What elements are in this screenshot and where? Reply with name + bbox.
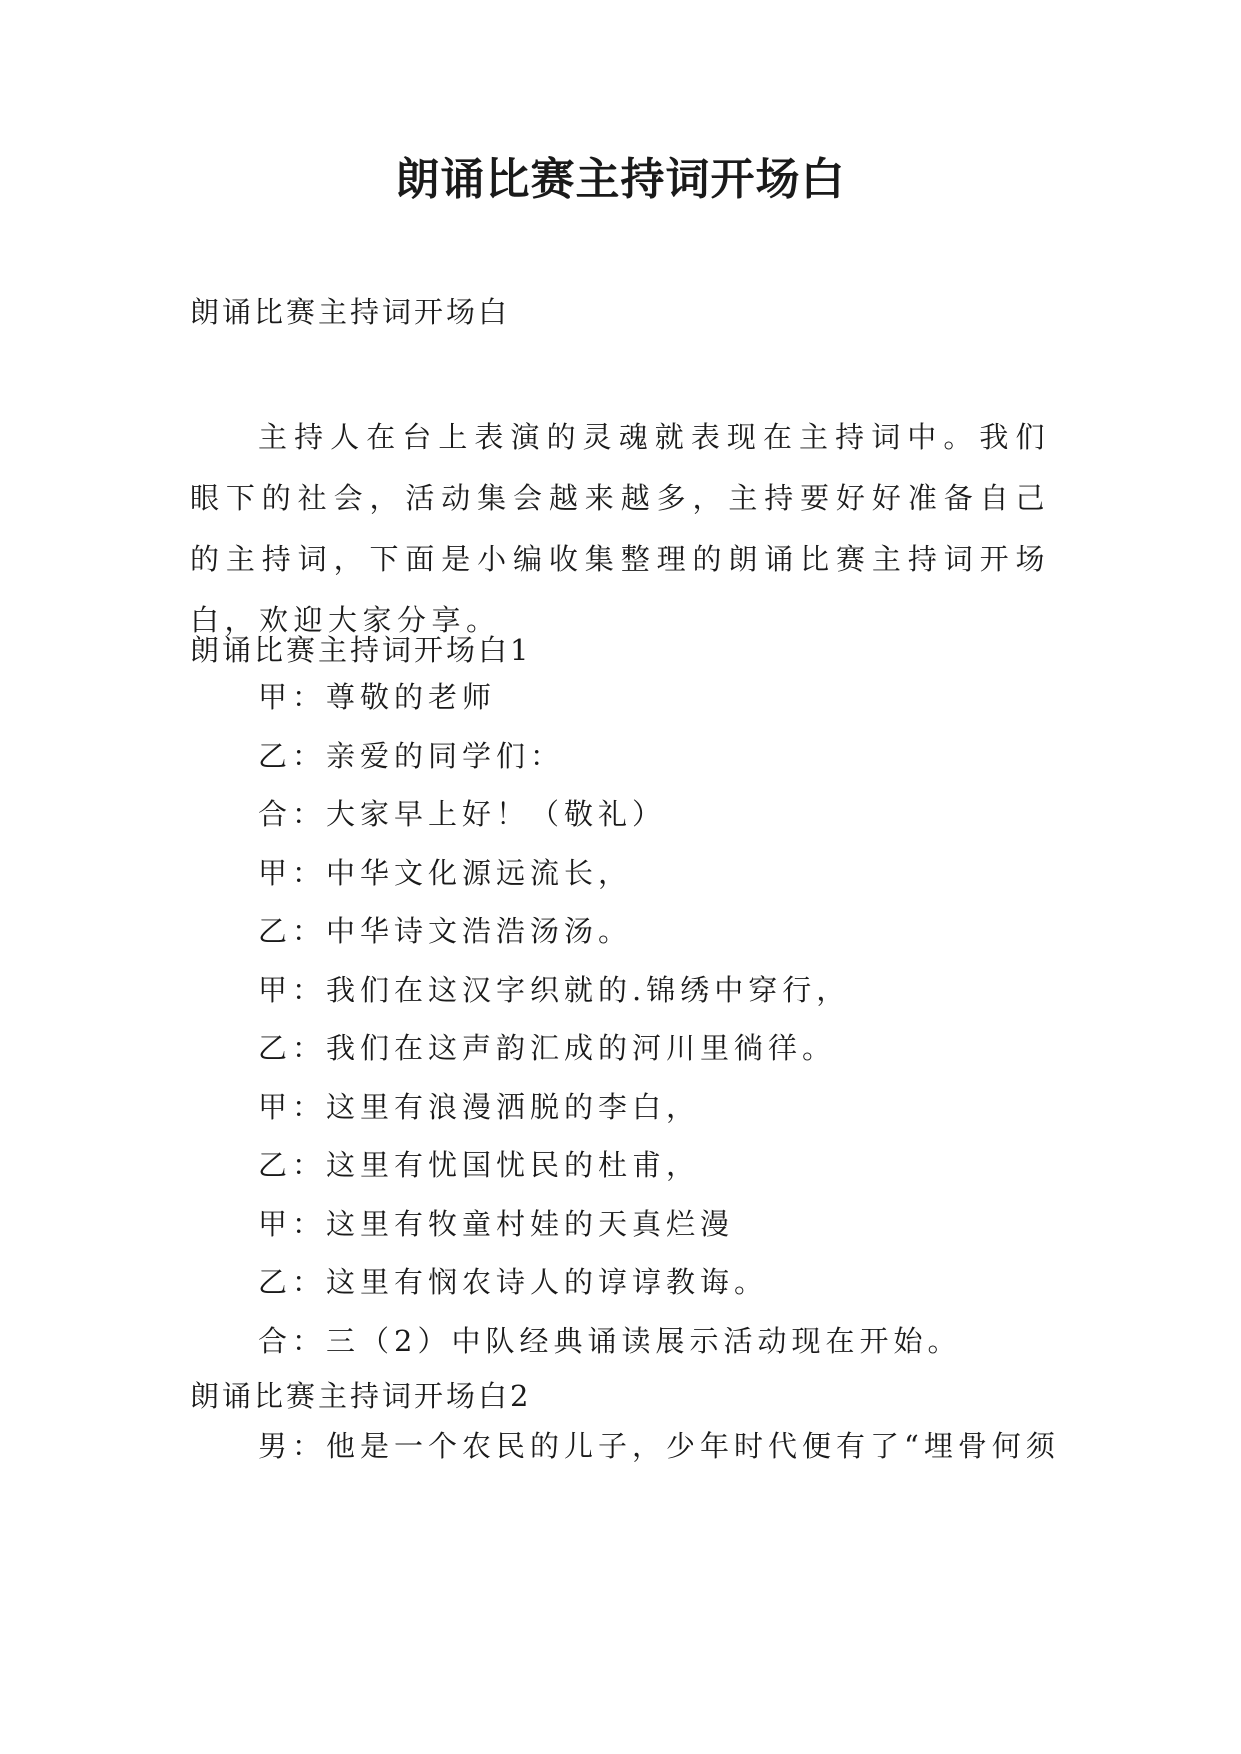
dialog-line: 乙：这里有忧国忧民的杜甫， bbox=[258, 1148, 701, 1182]
section-heading-1: 朗诵比赛主持词开场白1 bbox=[190, 633, 532, 667]
dialog-line: 乙：这里有悯农诗人的谆谆教诲。 bbox=[258, 1265, 769, 1299]
dialog-line: 乙：中华诗文浩浩汤汤。 bbox=[258, 914, 633, 948]
dialog-line: 合：三（2）中队经典诵读展示活动现在开始。 bbox=[258, 1323, 962, 1358]
document-title: 朗诵比赛主持词开场白 bbox=[395, 154, 846, 205]
dialog-line: 甲：我们在这汉字织就的.锦绣中穿行， bbox=[258, 972, 851, 1007]
dialog-line: 合：大家早上好！（敬礼） bbox=[258, 797, 667, 831]
dialog-line: 甲：尊敬的老师 bbox=[258, 680, 497, 714]
dialog-line: 乙：亲爱的同学们： bbox=[258, 738, 565, 773]
document-subtitle: 朗诵比赛主持词开场白 bbox=[190, 295, 511, 329]
dialog-list-1 bbox=[258, 677, 961, 1379]
dialog-list-2 bbox=[258, 1426, 1060, 1485]
dialog-line: 甲：这里有牧童村娃的天真烂漫 bbox=[258, 1206, 735, 1241]
intro-paragraph: 主持人在台上表演的灵魂就表现在主持词中。我们眼下的社会，活动集会越来越多，主持要好好准备自己的主持词，下面是小编收集整理的朗诵比赛主持词开场白，欢迎大家分享。 bbox=[190, 420, 1050, 637]
section-heading-2: 朗诵比赛主持词开场白2 bbox=[190, 1379, 532, 1413]
dialog-line: 甲：中华文化源远流长， bbox=[258, 855, 633, 890]
dialog-line: 乙：我们在这声韵汇成的河川里徜徉。 bbox=[258, 1031, 837, 1065]
dialog-line: 男：他是一个农民的儿子，少年时代便有了“埋骨何须 bbox=[258, 1429, 1060, 1463]
dialog-line: 甲：这里有浪漫洒脱的李白， bbox=[258, 1089, 701, 1124]
